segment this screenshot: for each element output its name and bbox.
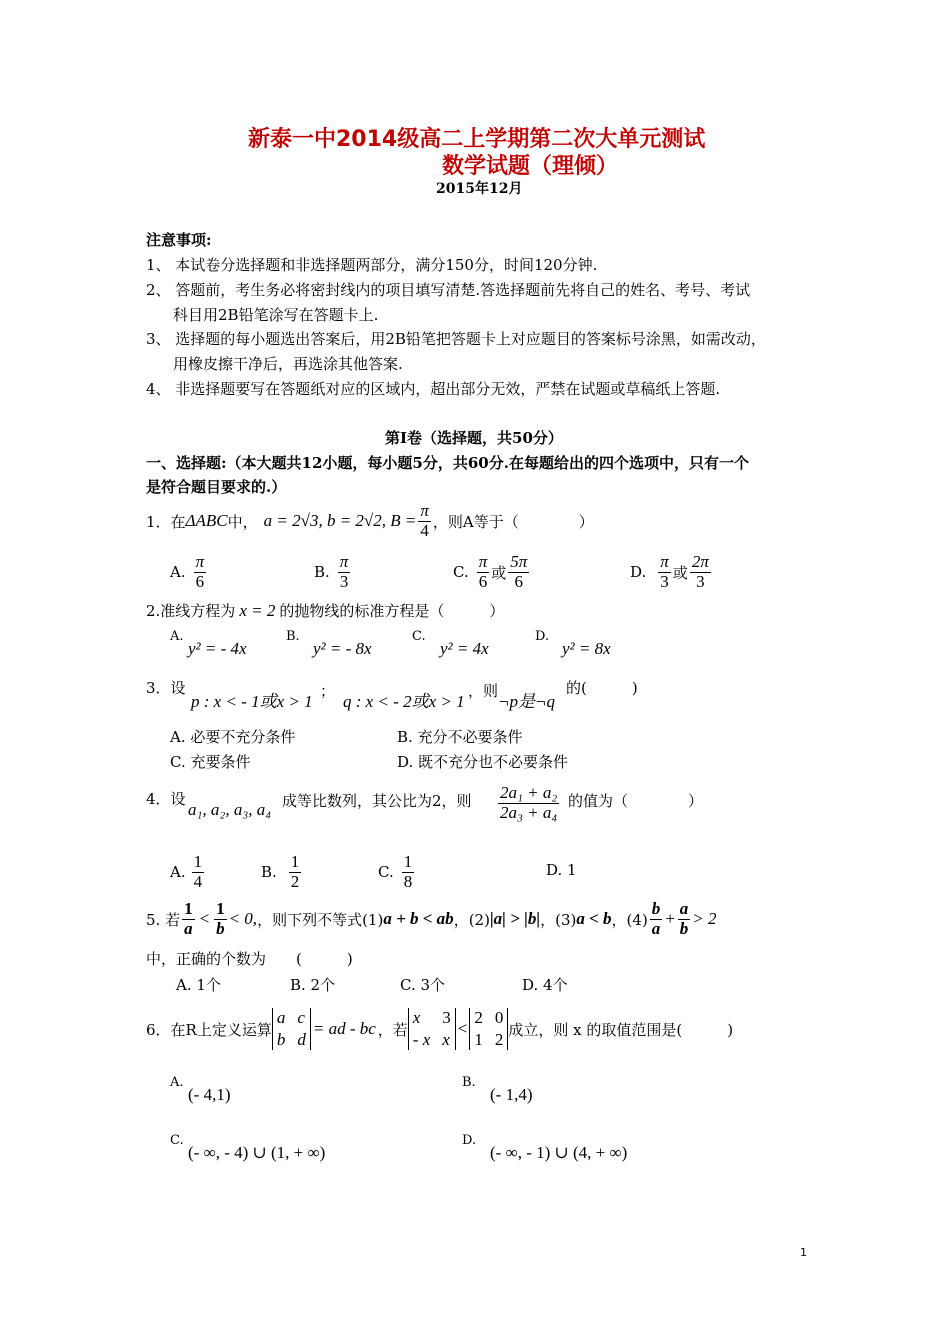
note-item: 用橡皮擦干净后，再选涂其他答案. xyxy=(173,355,403,373)
entry: c xyxy=(297,1008,305,1027)
option-label: C. xyxy=(378,863,394,882)
numerator: π xyxy=(478,552,488,571)
entry: 2 xyxy=(494,1030,504,1049)
q2-equation: x = 2 xyxy=(239,600,276,620)
q6-c-label: C. xyxy=(170,1133,184,1148)
q3-p-condition: p : x < - 1或x > 1 xyxy=(191,692,313,711)
denominator: 6 xyxy=(514,571,524,591)
q4-prefix: 4．设 xyxy=(146,790,186,808)
q1-option-b xyxy=(314,553,352,591)
q3-option-b: B. 充分不必要条件 xyxy=(397,728,523,746)
q6-suffix: 成立，则 x 的取值范围是( ) xyxy=(508,1020,734,1039)
option-fraction xyxy=(289,853,302,891)
q2-option-d: y² = 8x xyxy=(562,639,611,658)
exam-date: 2015年12月 xyxy=(436,181,523,197)
option-label: B. xyxy=(314,563,330,582)
entry: - x xyxy=(412,1030,431,1049)
denominator: 2a₃ + a₄ xyxy=(500,802,558,822)
q3-option-c: C. 充要条件 xyxy=(170,753,251,771)
q4-option-d: D. 1 xyxy=(546,861,577,879)
denominator: 3 xyxy=(339,571,349,591)
entry: x xyxy=(442,1030,450,1049)
q4-mid: 成等比数列，其公比为2，则 xyxy=(282,792,472,810)
q4-suffix: 的值为（ ） xyxy=(568,792,704,810)
option-label: C. xyxy=(453,563,469,582)
numerator: 5π xyxy=(510,552,528,571)
section-intro: 是符合题目要求的.） xyxy=(146,478,287,496)
numerator: 1 xyxy=(403,852,413,871)
q3-prefix: 3．设 xyxy=(146,679,186,697)
fraction xyxy=(678,900,691,938)
q5-line-2: 中，正确的个数为 ( ) xyxy=(146,950,353,968)
q4-option-a xyxy=(170,853,206,891)
section-intro: 一、选择题:（本大题共12小题，每小题5分，共60分.在每题给出的四个选项中，只有一个 xyxy=(146,454,749,472)
option-label: A. xyxy=(170,863,186,882)
less-than: < xyxy=(457,1019,468,1038)
denominator: b xyxy=(679,918,689,938)
question-1 xyxy=(146,502,594,540)
note-item: 3、 选择题的每小题选出答案后，用2B铅笔把答题卡上对应题目的答案标号涂黑，如需改动， xyxy=(146,330,766,348)
q1-option-c xyxy=(453,553,531,591)
q2-option-b: y² = - 8x xyxy=(313,639,372,658)
q5-option-d: D. 4个 xyxy=(522,976,568,994)
q2-a-label: A. xyxy=(170,629,184,644)
q5-condition: < 0, xyxy=(228,909,258,929)
denominator: 4 xyxy=(420,520,429,540)
q5-text: ，(4) xyxy=(611,910,648,929)
q3-suffix: 的( ) xyxy=(566,679,638,697)
q1-option-d xyxy=(630,553,713,591)
q1-suffix: ，则A等于（ ） xyxy=(432,512,594,531)
q1-mid: 中， xyxy=(227,512,258,531)
q1-b-fraction xyxy=(418,502,431,540)
note-item: 4、 非选择题要写在答题纸对应的区域内，超出部分无效，严禁在试题或草稿纸上答题. xyxy=(146,380,721,398)
q3-then: ，则 xyxy=(468,682,499,700)
entry: x xyxy=(412,1008,421,1027)
q3-negation: ¬p是¬q xyxy=(498,692,555,711)
option-label: D. xyxy=(630,563,647,582)
option-fraction xyxy=(508,553,529,591)
plus-sign: + xyxy=(664,909,676,929)
fraction xyxy=(650,900,663,938)
option-fraction xyxy=(658,553,671,591)
denominator: a xyxy=(651,918,661,938)
option-fraction xyxy=(690,553,711,591)
less-than: < xyxy=(198,909,211,929)
q2-c-label: C. xyxy=(412,629,426,644)
q3-option-d: D. 既不充分也不必要条件 xyxy=(397,753,569,771)
q4-option-b xyxy=(261,853,303,891)
q5-option-b: B. 2个 xyxy=(290,976,336,994)
q6-prefix: 6．在R上定义运算 xyxy=(146,1020,272,1039)
entry: a xyxy=(276,1008,286,1027)
q6-option-a: (- 4,1) xyxy=(188,1085,231,1104)
q2-suffix: 的抛物线的标准方程是（ ） xyxy=(279,602,505,620)
note-item: 科目用2B铅笔涂写在答题卡上. xyxy=(173,306,379,324)
q1-triangle: ΔABC xyxy=(185,511,228,531)
denominator: 3 xyxy=(696,571,705,591)
q5-inequality-4-tail: > 2 xyxy=(692,909,717,929)
or-text: 或 xyxy=(491,563,507,582)
q6-b-label: B. xyxy=(462,1075,476,1090)
numerator: 2π xyxy=(691,552,709,571)
fraction xyxy=(182,900,195,938)
q1-prefix: 1．在 xyxy=(146,512,186,531)
fraction xyxy=(214,900,227,938)
q4-option-c xyxy=(378,853,416,891)
note-item: 2、 答题前，考生务必将密封线内的项目填写清楚.答选择题前先将自己的姓名、考号、考试 xyxy=(146,281,751,299)
page-number: 1 xyxy=(800,1246,807,1259)
question-2 xyxy=(146,600,504,621)
entry: 1 xyxy=(474,1030,483,1049)
numerator: 1 xyxy=(216,899,225,918)
denominator: b xyxy=(216,918,225,938)
q6-option-c: (- ∞, - 4) ∪ (1, + ∞) xyxy=(188,1143,326,1162)
entry: d xyxy=(297,1030,306,1049)
q2-option-c: y² = 4x xyxy=(440,639,489,658)
q5-option-c: C. 3个 xyxy=(400,976,446,994)
q5-text: ，(3) xyxy=(540,910,577,929)
q5-inequality-1: a + b < ab xyxy=(383,909,454,929)
q4-fraction xyxy=(496,784,561,822)
q5-text: ，(2) xyxy=(453,910,490,929)
section-title: 第Ⅰ卷（选择题，共50分） xyxy=(385,429,563,447)
or-text: 或 xyxy=(672,563,688,582)
denominator: 4 xyxy=(193,871,203,891)
denominator: 6 xyxy=(195,571,205,591)
q3-separator: ； xyxy=(320,682,336,700)
option-fraction xyxy=(338,553,351,591)
determinant xyxy=(272,1008,311,1050)
exam-subtitle: 数学试题（理倾） xyxy=(442,154,619,179)
q6-d-label: D. xyxy=(462,1133,477,1148)
q6-option-b: (- 1,4) xyxy=(490,1085,533,1104)
q5-prefix: 5. 若 xyxy=(146,910,181,929)
option-fraction xyxy=(192,853,205,891)
q2-d-label: D. xyxy=(535,629,550,644)
denominator: 2 xyxy=(290,871,300,891)
determinant xyxy=(408,1008,456,1050)
numerator: π xyxy=(420,501,429,520)
option-label: A. xyxy=(170,563,186,582)
fraction xyxy=(498,784,559,822)
numerator: 1 xyxy=(290,852,300,871)
option-fraction xyxy=(477,553,490,591)
entry: 2 xyxy=(474,1008,483,1027)
q5-option-a: A. 1个 xyxy=(176,976,221,994)
denominator: 3 xyxy=(660,571,669,591)
entry: 3 xyxy=(442,1008,451,1027)
denominator: 6 xyxy=(478,571,488,591)
option-fraction xyxy=(402,853,415,891)
q4-sequence: a₁, a₂, a₃, a₄ xyxy=(188,800,272,819)
denominator: 8 xyxy=(403,871,413,891)
numerator: π xyxy=(660,552,669,571)
entry: b xyxy=(276,1030,286,1049)
denominator: a xyxy=(184,918,193,938)
question-6 xyxy=(146,1008,733,1050)
q1-option-a xyxy=(170,553,208,591)
q6-if: ，若 xyxy=(377,1020,408,1039)
q2-prefix: 2.准线方程为 xyxy=(146,602,236,620)
numerator: 2a₁ + a₂ xyxy=(500,783,558,802)
entry: 0 xyxy=(494,1008,504,1027)
q6-option-d: (- ∞, - 1) ∪ (4, + ∞) xyxy=(490,1143,628,1162)
q5-text: ，则下列不等式(1) xyxy=(257,910,384,929)
numerator: b xyxy=(651,899,661,918)
q3-option-a: A. 必要不充分条件 xyxy=(170,728,296,746)
numerator: 1 xyxy=(193,852,203,871)
option-fraction xyxy=(194,553,207,591)
q6-definition: = ad - bc xyxy=(312,1019,376,1038)
q5-inequality-2: |a| > |b| xyxy=(489,909,541,929)
q3-q-condition: q : x < - 2或x > 1 xyxy=(343,692,465,711)
q6-a-label: A. xyxy=(170,1075,184,1090)
option-label: B. xyxy=(261,863,277,882)
exam-title: 新泰一中2014级高二上学期第二次大单元测试 xyxy=(248,127,706,152)
notes-heading: 注意事项: xyxy=(146,231,212,249)
numerator: 1 xyxy=(184,899,193,918)
q1-condition: a = 2√3, b = 2√2, B = xyxy=(263,511,417,531)
numerator: a xyxy=(679,899,689,918)
note-item: 1、 本试卷分选择题和非选择题两部分，满分150分，时间120分钟. xyxy=(146,256,598,274)
q5-inequality-3: a < b xyxy=(576,909,612,929)
q2-option-a: y² = - 4x xyxy=(188,639,247,658)
q2-b-label: B. xyxy=(286,629,300,644)
question-5 xyxy=(146,900,717,938)
numerator: π xyxy=(339,552,349,571)
numerator: π xyxy=(195,552,205,571)
determinant xyxy=(469,1008,508,1050)
